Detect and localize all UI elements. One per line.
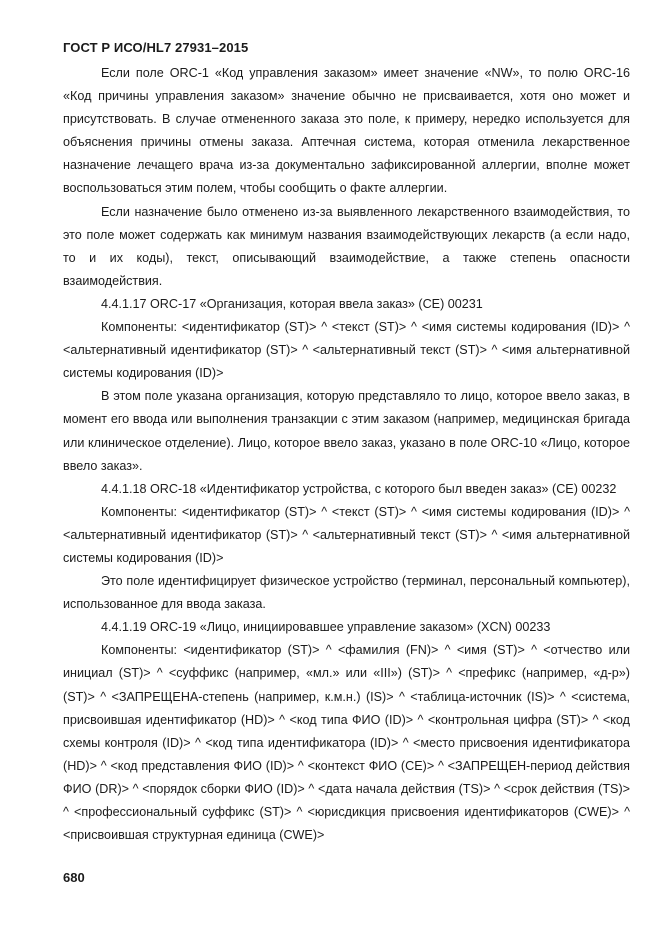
section-heading-orc19: 4.4.1.19 ORC-19 «Лицо, инициировавшее управление заказом» (XCN) 00233 [101,620,551,635]
paragraph-orc17-description: В этом поле указана организация, которую представляло то лицо, которое ввело заказ, в момент его ввода или выполнения транзакции с этим заказом (например, медицинская бригада или клиническое отделение). Лицо, которое ввело заказ, указано в поле ORC-10 «Лицо, которое ввело заказ». [63,389,630,473]
document-header: ГОСТ Р ИСО/HL7 27931–2015 [63,40,249,55]
section-heading-orc17: 4.4.1.17 ORC-17 «Организация, которая ввела заказ» (CE) 00231 [101,296,483,311]
paragraph-orc19-components: Компоненты: <идентификатор (ST)> ^ <фамилия (FN)> ^ <имя (ST)> ^ <отчество или инициал (ST)> ^ <суффикс (например, «мл.» или «III») (ST)> ^ <префикс (например, «д-р») (ST)> ^ <ЗАПРЕЩЕНА-степень (например, к.м.н.) (IS)> ^ <таблица-источник (IS)> ^ <система, присвоившая идентификатор (HD)> ^ <код типа ФИО (ID)> ^ <контрольная цифра (ST)> ^ <код схемы контроля (ID)> ^ <код типа идентификатора (ID)> ^ <место присвоения идентификатора (HD)> ^ <код представления ФИО (ID)> ^ <контекст ФИО (CE)> ^ <ЗАПРЕЩЕН-период действия ФИО (DR)> ^ <порядок сборки ФИО (ID)> ^ <дата начала действия (TS)> ^ <срок действия (TS)> ^ <профессиональный суффикс (ST)> ^ <юрисдикция присвоения идентификаторов (CWE)> ^ <присвоившая структурная единица (CWE)> [63,643,630,843]
paragraph-orc17-components: Компоненты: <идентификатор (ST)> ^ <текст (ST)> ^ <имя системы кодирования (ID)> ^ <альтернативный идентификатор (ST)> ^ <альтернативный текст (ST)> ^ <имя альтернативной системы кодирования (ID)> [63,320,630,381]
paragraph-interaction: Если назначение было отменено из-за выявленного лекарственного взаимодействия, то это поле может содержать как минимум названия взаимодействующих лекарств (а если надо, то и их коды), текст, описывающий взаимодействие, а также степень опасности взаимодействия. [63,204,630,288]
document-page [63,40,630,847]
paragraph-orc16-usage: Если поле ORC-1 «Код управления заказом» имеет значение «NW», то полю ORC-16 «Код причины управления заказом» значение обычно не присваивается, хотя оно может и присутствовать. В случае отмененного заказа это поле, к примеру, нередко используется для объяснения причины отмены заказа. Аптечная система, которая отменила лекарственное назначение лечащего врача из-за документально зафиксированной аллергии, вполне может воспользоваться этим полем, чтобы сообщить о факте аллергии. [63,66,630,196]
page-number: 680 [63,870,85,885]
paragraph-orc18-description: Это поле идентифицирует физическое устройство (терминал, персональный компьютер), использованное для ввода заказа. [63,574,630,612]
paragraph-orc18-components: Компоненты: <идентификатор (ST)> ^ <текст (ST)> ^ <имя системы кодирования (ID)> ^ <альтернативный идентификатор (ST)> ^ <альтернативный текст (ST)> ^ <имя альтернативной системы кодирования (ID)> [63,504,630,565]
section-heading-orc18: 4.4.1.18 ORC-18 «Идентификатор устройства, с которого был введен заказ» (CE) 00232 [101,481,617,496]
